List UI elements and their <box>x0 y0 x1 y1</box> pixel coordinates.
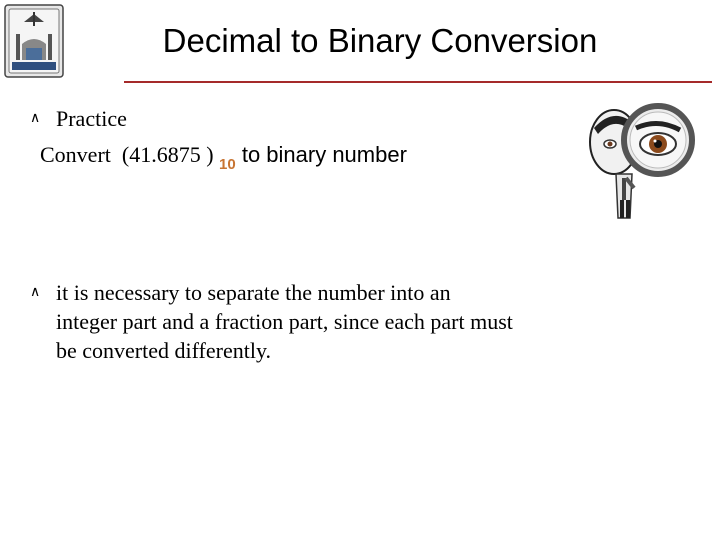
caret-bullet-icon: ∧ <box>30 110 41 126</box>
convert-suffix: to binary number <box>235 142 407 167</box>
bullet-separate-parts: it is necessary to separate the number into an integer part and a fraction part, since each part must be converted differently. <box>56 280 513 363</box>
title-underline <box>124 81 712 83</box>
slide-title: Decimal to Binary Conversion <box>162 22 598 59</box>
magnifying-glass-clipart <box>586 100 698 226</box>
bullet-practice: Practice <box>56 106 127 131</box>
convert-prefix: Convert (41.6875 ) <box>40 142 214 167</box>
convert-line <box>40 140 407 172</box>
base-subscript: 10 <box>219 156 236 173</box>
university-logo <box>4 4 64 78</box>
caret-bullet-icon: ∧ <box>30 284 41 300</box>
